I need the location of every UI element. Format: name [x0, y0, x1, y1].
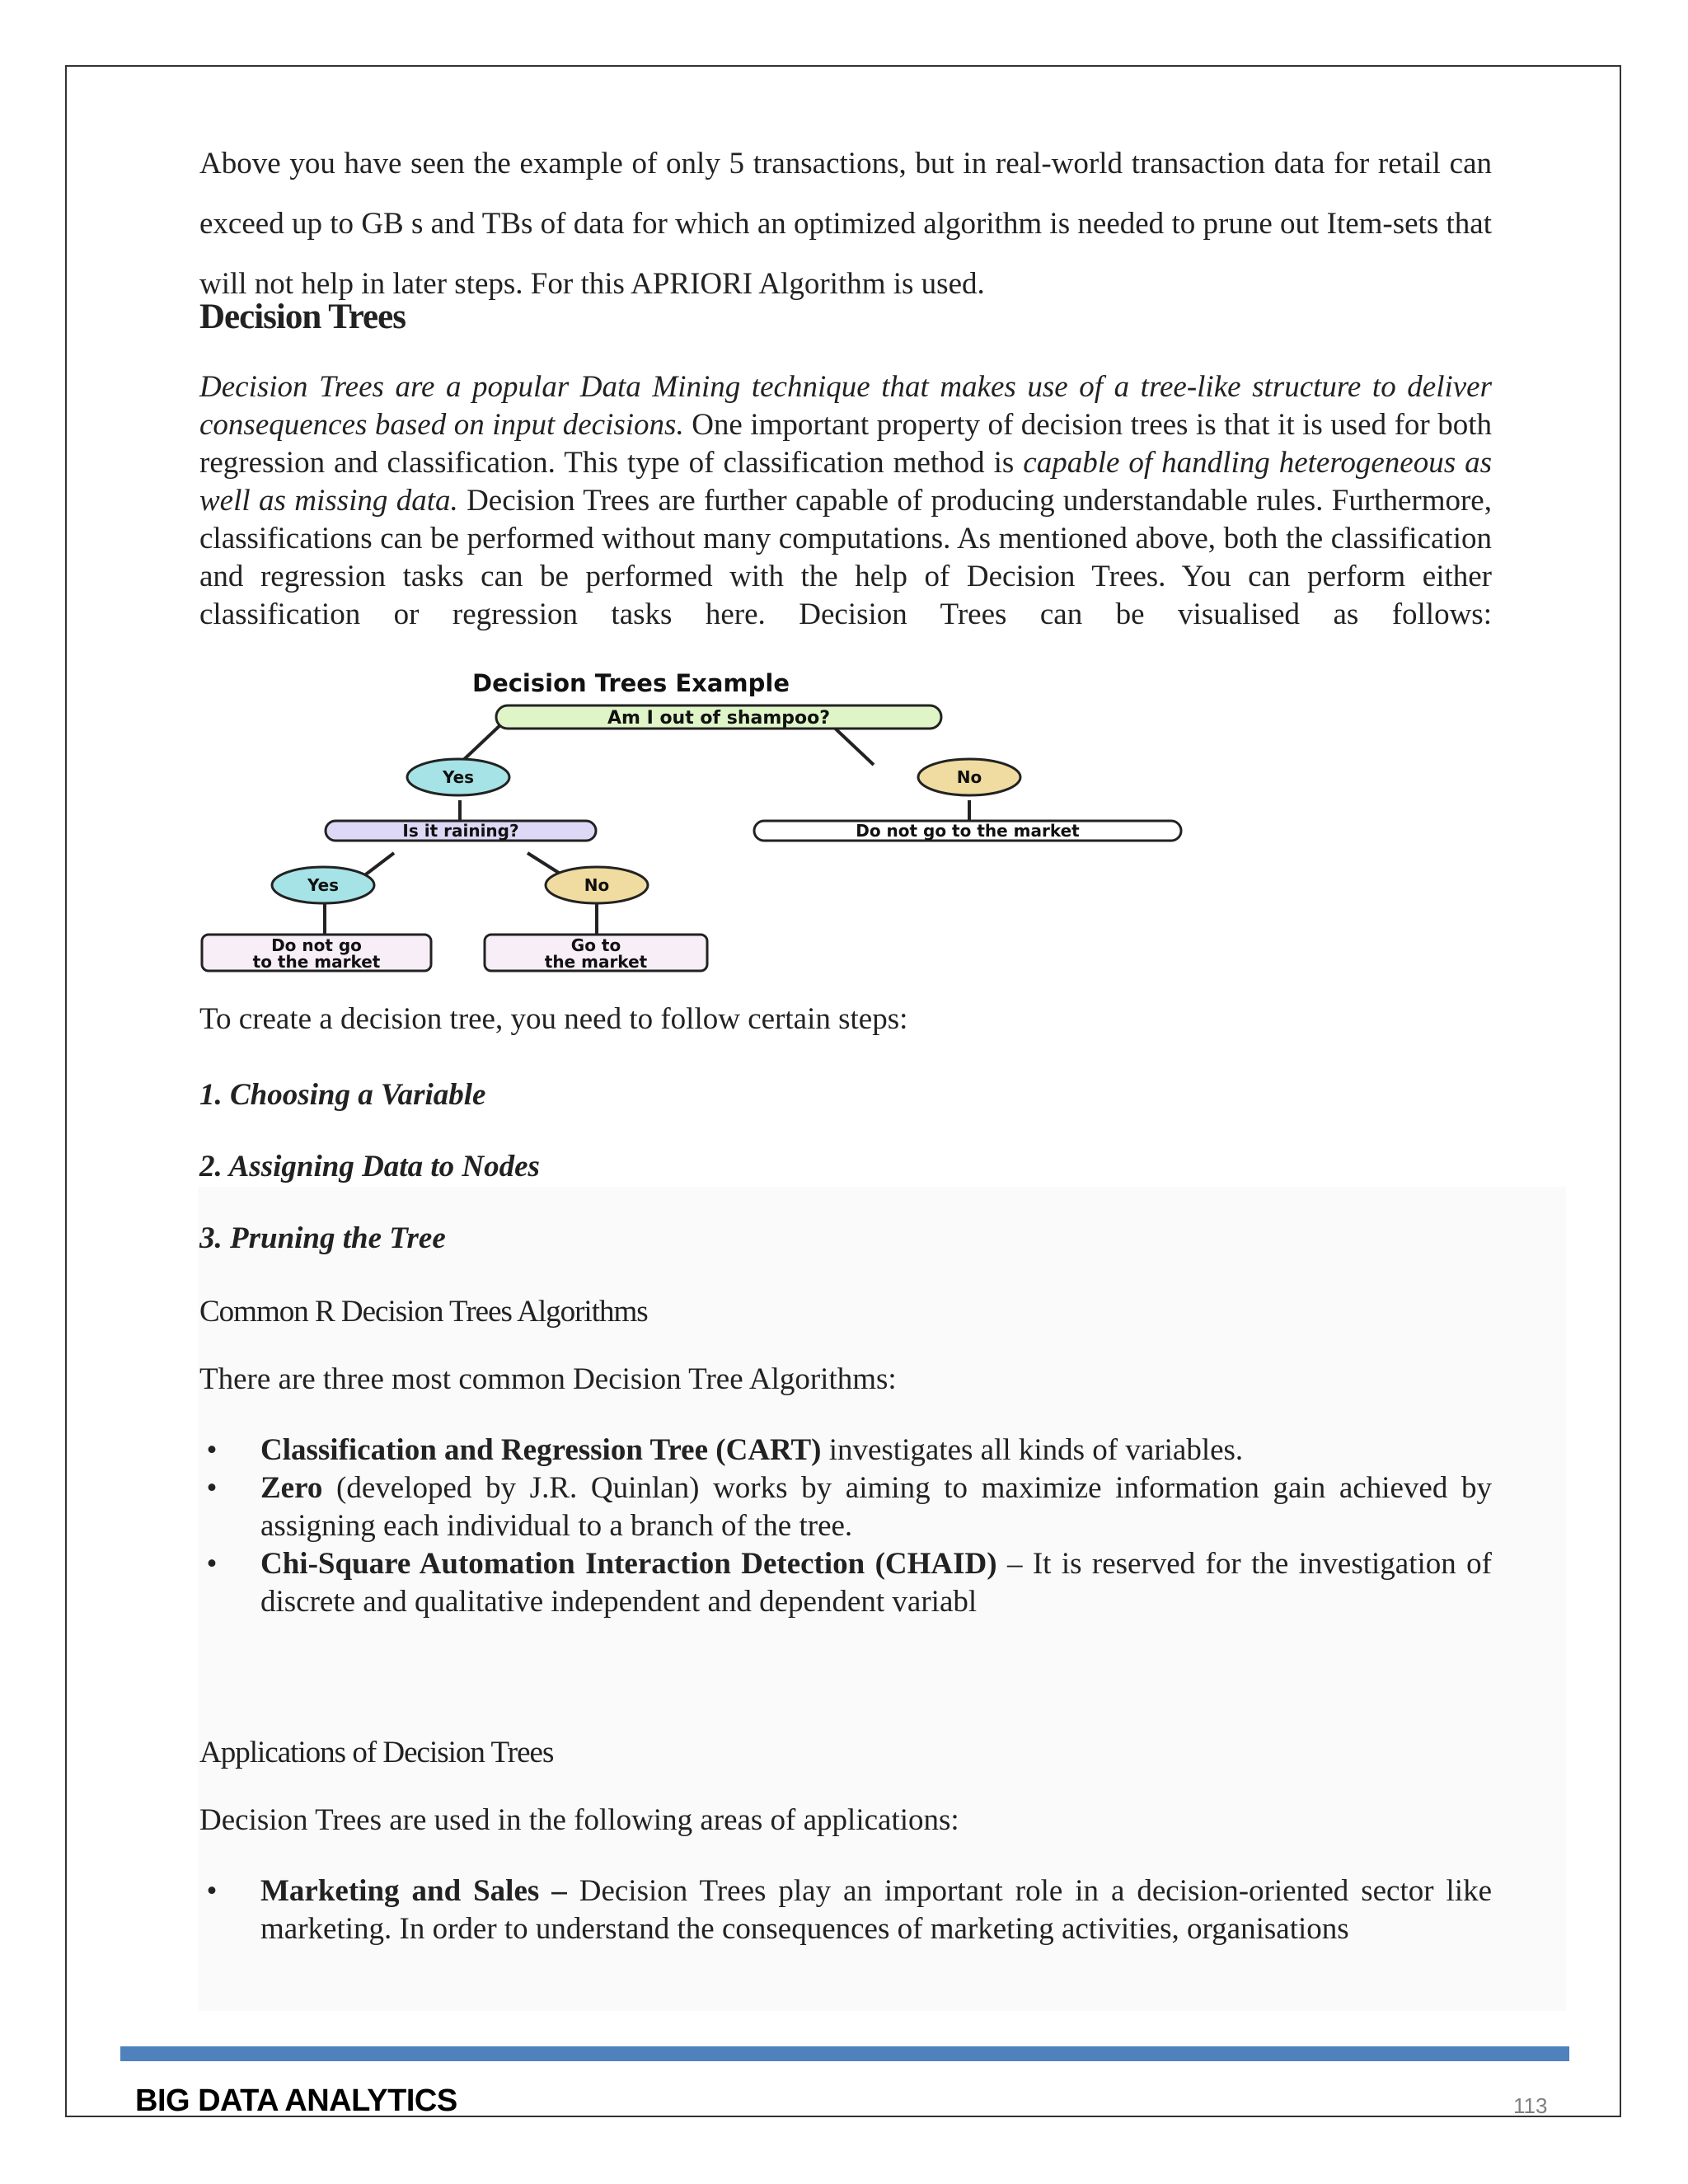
applications-heading-block: [199, 1735, 1492, 1770]
no-node-1-label: No: [956, 767, 982, 787]
leaf-right-line1: Go to: [570, 935, 621, 955]
algorithm-chaid-name: Chi-Square Automation Interaction Detection (CHAID): [260, 1547, 997, 1581]
applications-intro-block: [199, 1802, 1492, 1838]
algorithm-zero-desc: (developed by J.R. Quinlan) works by aiming to maximize information gain achieved by assigning each individual to a branch of the tree.: [260, 1471, 1492, 1543]
algorithm-item-chaid: [260, 1545, 1492, 1621]
algorithm-zero-name: Zero: [260, 1471, 323, 1505]
algorithm-item-cart: [260, 1432, 1492, 1469]
step-2: 2. Assigning Data to Nodes: [199, 1150, 540, 1183]
algorithms-intro-block: [199, 1361, 1492, 1397]
algorithm-item-zero: [260, 1469, 1492, 1545]
yes-node-1-label: Yes: [442, 767, 475, 787]
root-node-label: Am I out of shampoo?: [607, 708, 831, 729]
application-item-marketing: [260, 1872, 1492, 1948]
steps-intro-block: [199, 1001, 1492, 1037]
intro-paragraph: Above you have seen the example of only 5 transactions, but in real-world transaction data for retail can exceed up to GB s and TBs of data for which an optimized algorithm is needed to prune out Item-sets that will not help in later steps. For this APRIORI Algorithm is used.: [199, 147, 1492, 301]
step-3-block: [199, 1221, 1492, 1256]
leaf-left-line2: to the market: [252, 952, 381, 972]
no-node-2-label: No: [584, 875, 610, 895]
question-node-label: Is it raining?: [402, 821, 519, 841]
applications-list-block: [199, 1872, 1492, 1948]
step-1: 1. Choosing a Variable: [199, 1078, 486, 1112]
decision-trees-section: [199, 297, 1492, 337]
dt-text-1: One important property of decision trees is that it is used for both regression and classification. This type of classification method is: [199, 408, 1492, 480]
no-result-label: Do not go to the market: [856, 821, 1080, 841]
step-1-block: [199, 1077, 1492, 1113]
applications-list: [199, 1872, 1492, 1948]
algorithms-intro: There are three most common Decision Tree Algorithms:: [199, 1362, 897, 1396]
footer-bar: [120, 2046, 1569, 2061]
applications-intro: Decision Trees are used in the following areas of applications:: [199, 1803, 959, 1837]
yes-node-2-label: Yes: [307, 875, 340, 895]
dt-italic-1: Decision Trees are a popular Data Mining technique that makes use of a tree-like structure to deliver consequences based on input decisions.: [199, 370, 1492, 442]
algorithms-list: [199, 1432, 1492, 1621]
dt-italic-2: capable of handling heterogeneous as well as missing data.: [199, 446, 1492, 518]
decision-trees-paragraph: [199, 368, 1492, 634]
dt-text-2: Decision Trees are further capable of producing understandable rules. Furthermore, classifications can be performed without many computations. As mentioned above, both the classification and regression tasks can be performed with the help of Decision Trees. You can perform either classification or regression tasks here. Decision Trees can be visualised as follows:: [199, 484, 1492, 631]
algorithms-heading: Common R Decision Trees Algorithms: [199, 1295, 648, 1329]
leaf-right-line2: the market: [544, 952, 648, 972]
algorithms-list-block: [199, 1432, 1492, 1621]
page-number: 113: [1513, 2093, 1548, 2118]
algorithms-heading-block: [199, 1294, 1492, 1329]
applications-heading: Applications of Decision Trees: [199, 1736, 554, 1769]
footer-title: BIG DATA ANALYTICS: [135, 2083, 457, 2118]
decision-tree-figure: [198, 666, 1187, 979]
section-heading: Decision Trees: [199, 298, 406, 336]
steps-intro: To create a decision tree, you need to follow certain steps:: [199, 1002, 908, 1036]
step-2-block: [199, 1149, 1492, 1184]
algorithm-chaid-desc: – It is reserved for the investigation of discrete and qualitative independent and dependent variabl: [260, 1547, 1492, 1619]
intro-block: [199, 134, 1492, 314]
application-marketing-desc: Decision Trees play an important role in a decision-oriented sector like marketing. In order to understand the consequences of marketing activities, organisations: [260, 1874, 1492, 1946]
application-marketing-name: Marketing and Sales –: [260, 1874, 567, 1908]
figure-title: Decision Trees Example: [472, 669, 790, 697]
algorithm-cart-desc: investigates all kinds of variables.: [821, 1433, 1244, 1467]
step-3: 3. Pruning the Tree: [199, 1221, 446, 1255]
decision-trees-paragraph-block: [199, 368, 1492, 634]
algorithm-cart-name: Classification and Regression Tree (CART): [260, 1433, 822, 1467]
leaf-left-line1: Do not go: [271, 935, 362, 955]
